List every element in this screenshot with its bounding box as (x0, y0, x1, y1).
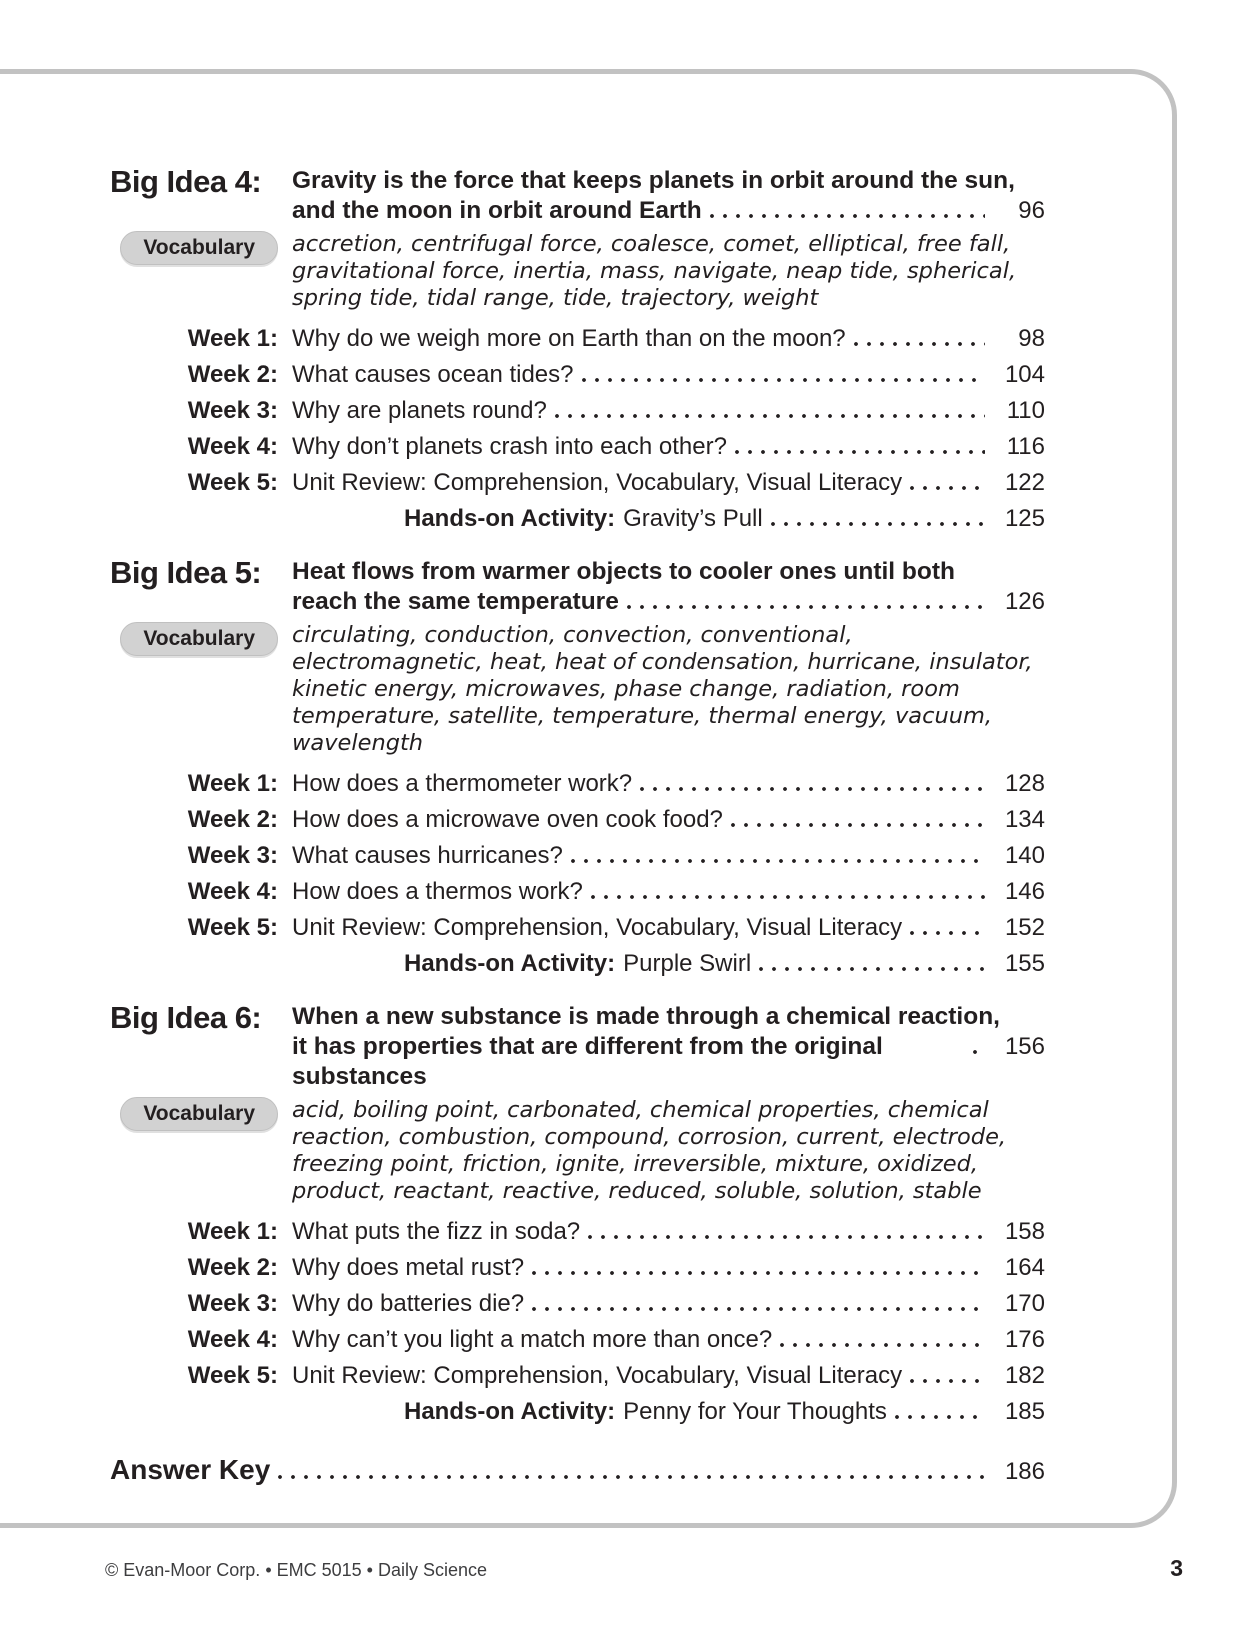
toc-entry (110, 1286, 1045, 1322)
week-title: What causes hurricanes? (292, 842, 563, 869)
page-number: 152 (1004, 914, 1045, 941)
page-number: 185 (1004, 1398, 1045, 1425)
vocabulary-badge: Vocabulary (120, 622, 278, 656)
dot-leader (731, 823, 985, 827)
answer-key-label: Answer Key (110, 1454, 271, 1485)
big-idea-5-vocabulary-list: circulating, conduction, convection, conventional, electromagnetic, heat, heat of condensation, hurricane, insulator, kinetic energy, microwaves, phase change, radiation, room temperature, satellite, temperature, thermal energy, vacuum, wavelength (292, 622, 1033, 756)
page-number: 128 (1004, 770, 1045, 797)
page-number: 104 (1004, 361, 1045, 388)
big-idea-5-vocabulary-row (110, 622, 1045, 757)
big-idea-5-heading-row (110, 557, 1045, 617)
week-title: How does a microwave oven cook food? (292, 806, 723, 833)
week-label: Week 5: (187, 1362, 278, 1389)
hands-on-activity-label: Hands-on Activity: (404, 505, 616, 532)
big-idea-4-vocabulary-list: accretion, centrifugal force, coalesce, comet, elliptical, free fall, gravitational force, inertia, mass, navigate, neap tide, spherical, spring tide, tidal range, tide, trajectory, weight (292, 231, 1017, 311)
big-idea-4-vocabulary-row (110, 231, 1045, 312)
dot-leader (910, 931, 985, 935)
week-title: Unit Review: Comprehension, Vocabulary, Visual Literacy (292, 914, 903, 941)
big-idea-4-section (110, 166, 1045, 537)
dot-leader (582, 378, 986, 382)
dot-leader (854, 342, 985, 346)
dot-leader (910, 486, 985, 490)
big-idea-6-page-number: 156 (1004, 1033, 1045, 1060)
toc-entry (110, 393, 1045, 429)
toc-entry (110, 501, 1045, 537)
week-label: Week 4: (187, 1326, 278, 1353)
page-number: 186 (1004, 1458, 1045, 1485)
toc-entry (110, 429, 1045, 465)
toc-entry (110, 1358, 1045, 1394)
toc-entry (110, 465, 1045, 501)
week-label: Week 5: (187, 914, 278, 941)
dot-leader (780, 1343, 985, 1347)
hands-on-activity-label: Hands-on Activity: (404, 1398, 616, 1425)
week-label: Week 1: (187, 1218, 278, 1245)
table-of-contents (110, 166, 1045, 1490)
week-title: Why don’t planets crash into each other? (292, 433, 727, 460)
toc-entry (110, 1394, 1045, 1430)
dot-leader (640, 787, 985, 791)
dot-leader (759, 967, 985, 971)
big-idea-4-heading: Big Idea 4: (110, 164, 262, 199)
page-number: 140 (1004, 842, 1045, 869)
big-idea-5-title-line2: reach the same temperature (292, 588, 619, 615)
page-number: 155 (1004, 950, 1045, 977)
hands-on-activity-title: Gravity’s Pull (623, 505, 763, 532)
dot-leader (735, 450, 985, 454)
big-idea-5-page-number: 126 (1004, 588, 1045, 615)
toc-entry (110, 766, 1045, 802)
hands-on-activity-title: Purple Swirl (623, 950, 752, 977)
big-idea-6-heading: Big Idea 6: (110, 1000, 262, 1035)
toc-entry (110, 1250, 1045, 1286)
page-number: 158 (1004, 1218, 1045, 1245)
week-label: Week 4: (187, 878, 278, 905)
big-idea-6-vocabulary-list: acid, boiling point, carbonated, chemical properties, chemical reaction, combustion, compound, corrosion, current, electrode, freezing point, friction, ignite, irreversible, mixture, oxidized, product, reactant, reactive, reduced, soluble, solution, stable (292, 1097, 1007, 1204)
toc-entry (110, 357, 1045, 393)
week-label: Week 1: (187, 325, 278, 352)
week-label: Week 4: (187, 433, 278, 460)
week-title: Why can’t you light a match more than once? (292, 1326, 773, 1353)
page-number: 125 (1004, 505, 1045, 532)
week-label: Week 2: (187, 361, 278, 388)
page-number: 170 (1004, 1290, 1045, 1317)
toc-entry (110, 321, 1045, 357)
dot-leader (555, 414, 985, 418)
week-label: Week 3: (187, 1290, 278, 1317)
toc-entry (110, 874, 1045, 910)
dot-leader (532, 1271, 985, 1275)
copyright-text: © Evan-Moor Corp. • EMC 5015 • Daily Science (105, 1560, 488, 1580)
big-idea-5-heading: Big Idea 5: (110, 555, 262, 590)
vocabulary-badge: Vocabulary (120, 1097, 278, 1131)
big-idea-4-page-number: 96 (1018, 197, 1045, 224)
week-title: Why do we weigh more on Earth than on the moon? (292, 325, 846, 352)
dot-leader (910, 1379, 985, 1383)
week-title: Why does metal rust? (292, 1254, 525, 1281)
week-title: How does a thermos work? (292, 878, 583, 905)
big-idea-6-section (110, 1002, 1045, 1430)
toc-entry (110, 910, 1045, 946)
week-label: Week 5: (187, 469, 278, 496)
folio-page-number: 3 (1170, 1555, 1183, 1581)
page-number: 116 (1006, 433, 1045, 460)
page-number: 176 (1004, 1326, 1045, 1353)
big-idea-5-section (110, 557, 1045, 982)
week-title: Unit Review: Comprehension, Vocabulary, Visual Literacy (292, 1362, 903, 1389)
dot-leader (973, 1050, 985, 1054)
big-idea-6-title-line2: it has properties that are different from the original substances (292, 1033, 883, 1090)
week-title: What puts the fizz in soda? (292, 1218, 581, 1245)
page-number: 164 (1004, 1254, 1045, 1281)
page-number: 134 (1004, 806, 1045, 833)
week-title: What causes ocean tides? (292, 361, 574, 388)
toc-entry (110, 838, 1045, 874)
hands-on-activity-title: Penny for Your Thoughts (623, 1398, 887, 1425)
toc-entry (110, 946, 1045, 982)
dot-leader (532, 1307, 985, 1311)
page-number: 98 (1018, 325, 1045, 352)
toc-entry (110, 1322, 1045, 1358)
toc-entry (110, 1214, 1045, 1250)
week-label: Week 3: (187, 842, 278, 869)
week-title: Why do batteries die? (292, 1290, 525, 1317)
dot-leader (588, 1235, 985, 1239)
dot-leader (571, 859, 985, 863)
dot-leader (278, 1475, 985, 1479)
week-label: Week 3: (187, 397, 278, 424)
big-idea-4-title-line2: and the moon in orbit around Earth (292, 197, 702, 224)
dot-leader (895, 1415, 985, 1419)
dot-leader (710, 214, 985, 218)
week-title: How does a thermometer work? (292, 770, 633, 797)
page-number: 122 (1004, 469, 1045, 496)
week-title: Why are planets round? (292, 397, 547, 424)
dot-leader (627, 605, 985, 609)
big-idea-6-heading-row (110, 1002, 1045, 1092)
page-footer (105, 1555, 1183, 1582)
toc-entry (110, 802, 1045, 838)
big-idea-4-heading-row (110, 166, 1045, 226)
dot-leader (591, 895, 985, 899)
dot-leader (771, 522, 985, 526)
big-idea-6-title-line1: When a new substance is made through a chemical reaction, (292, 1003, 1000, 1030)
week-label: Week 1: (187, 770, 278, 797)
answer-key-entry (110, 1452, 1045, 1490)
big-idea-5-title-line1: Heat flows from warmer objects to cooler ones until both (292, 558, 955, 585)
big-idea-6-vocabulary-row (110, 1097, 1045, 1205)
big-idea-4-title-line1: Gravity is the force that keeps planets in orbit around the sun, (292, 167, 1015, 194)
vocabulary-badge: Vocabulary (120, 231, 278, 265)
page-number: 110 (1006, 397, 1045, 424)
hands-on-activity-label: Hands-on Activity: (404, 950, 616, 977)
week-label: Week 2: (187, 806, 278, 833)
week-title: Unit Review: Comprehension, Vocabulary, Visual Literacy (292, 469, 903, 496)
page-number: 182 (1004, 1362, 1045, 1389)
page-number: 146 (1004, 878, 1045, 905)
week-label: Week 2: (187, 1254, 278, 1281)
